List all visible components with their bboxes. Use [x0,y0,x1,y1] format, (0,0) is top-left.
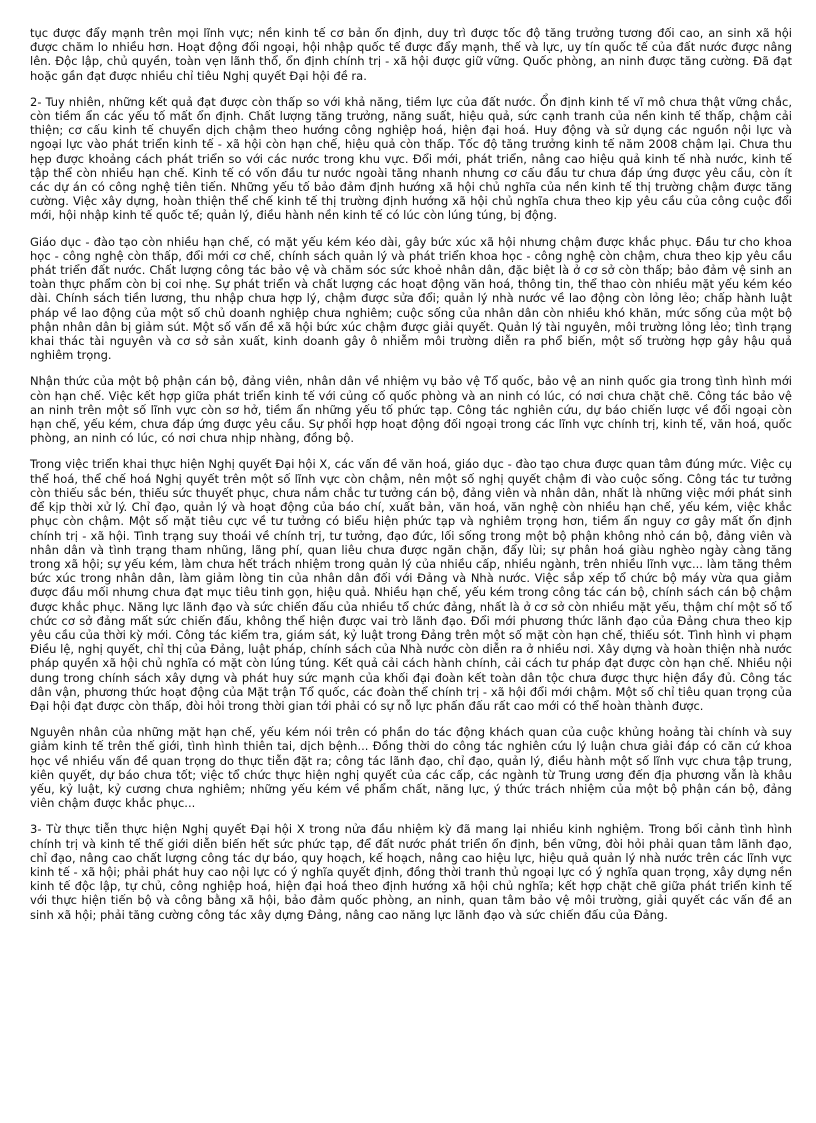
paragraph-intro-continuation: tục được đẩy mạnh trên mọi lĩnh vực; nền kinh tế cơ bản ổn định, duy trì được tốc độ tăng trưởng tương đối cao, an sinh xã hội được chăm lo nhiều hơn. Hoạt động đối ngoại, hội nhập quốc tế được đẩy mạnh, thế và lực, uy tín quốc tế của đất nước được nâng lên. Độc lập, chủ quyền, toàn vẹn lãnh thổ, ổn định chính trị - xã hội được giữ vững. Quốc phòng, an ninh được tăng cường. Đã đạt hoặc gần đạt được nhiều chỉ tiêu Nghị quyết Đại hội đề ra. [30,26,792,83]
paragraph-defense-security: Nhận thức của một bộ phận cán bộ, đảng viên, nhân dân về nhiệm vụ bảo vệ Tổ quốc, bảo vệ an ninh quốc gia trong tình hình mới còn hạn chế. Việc kết hợp giữa phát triển kinh tế với củng cố quốc phòng và an ninh có lúc, có nơi chưa chặt chẽ. Công tác bảo vệ an ninh trên một số lĩnh vực còn sơ hở, tiềm ẩn những yếu tố phức tạp. Công tác nghiên cứu, dự báo chiến lược về đối ngoại còn hạn chế, yếu kém, chưa đáp ứng được yêu cầu. Sự phối hợp hoạt động đối ngoại trong các lĩnh vực chính trị, kinh tế, văn hoá, quốc phòng, an ninh có lúc, có nơi chưa nhịp nhàng, đồng bộ. [30,374,792,446]
paragraph-section-3-lessons: 3- Từ thực tiễn thực hiện Nghị quyết Đại hội X trong nửa đầu nhiệm kỳ đã mang lại nhiều kinh nghiệm. Trong bối cảnh tình hình chính trị và kinh tế thế giới diễn biến hết sức phức tạp, để đất nước phát triển ổn định, bền vững, đòi hỏi phải quan tâm lãnh đạo, chỉ đạo, nâng cao chất lượng công tác dự báo, quy hoạch, kế hoạch, nâng cao hiệu lực, hiệu quả quản lý nhà nước trên các lĩnh vực kinh tế - xã hội; phải phát huy cao nội lực có ý nghĩa quyết định, đồng thời tranh thủ ngoại lực có ý nghĩa quan trọng, xây dựng nền kinh tế độc lập, tự chủ, công nghiệp hoá, hiện đại hoá theo định hướng xã hội chủ nghĩa; kết hợp chặt chẽ giữa phát triển kinh tế với thực hiện tiến bộ và công bằng xã hội, bảo đảm quốc phòng, an ninh, quan tâm bảo vệ môi trường, giải quyết các vấn đề an sinh xã hội; phải tăng cường công tác xây dựng Đảng, nâng cao năng lực lãnh đạo và sức chiến đấu của Đảng. [30,822,792,922]
paragraph-section-2-limitations: 2- Tuy nhiên, những kết quả đạt được còn thấp so với khả năng, tiềm lực của đất nước. Ổn định kinh tế vĩ mô chưa thật vững chắc, còn tiềm ẩn các yếu tố mất ổn định. Chất lượng tăng trưởng, năng suất, hiệu quả, sức cạnh tranh của nền kinh tế thấp, chậm cải thiện; cơ cấu kinh tế chuyển dịch chậm theo hướng công nghiệp hoá, hiện đại hoá. Huy động và sử dụng các nguồn nội lực và ngoại lực vào phát triển kinh tế - xã hội còn hạn chế, hiệu quả còn thấp. Tốc độ tăng trưởng kinh tế năm 2008 chậm lại. Chưa thu hẹp được khoảng cách phát triển so với các nước trong khu vực. Đổi mới, phát triển, nâng cao hiệu quả kinh tế nhà nước, kinh tế tập thể còn nhiều hạn chế. Kinh tế có vốn đầu tư nước ngoài tăng nhanh nhưng cơ cấu đầu tư chưa đáp ứng được yêu cầu, còn ít các dự án có công nghệ tiên tiến. Những yếu tố bảo đảm định hướng xã hội chủ nghĩa của nền kinh tế thị trường chậm được tăng cường. Việc xây dựng, hoàn thiện thể chế kinh tế thị trường định hướng xã hội chủ nghĩa chưa theo kịp yêu cầu của công cuộc đổi mới, hội nhập kinh tế quốc tế; quản lý, điều hành nền kinh tế có lúc còn lúng túng, bị động. [30,94,792,223]
paragraph-causes: Nguyên nhân của những mặt hạn chế, yếu kém nói trên có phần do tác động khách quan của cuộc khủng hoảng tài chính và suy giảm kinh tế trên thế giới, tình hình thiên tai, dịch bệnh... Đồng thời do công tác nghiên cứu lý luận chưa giải đáp có căn cứ khoa học về nhiều vấn đề quan trọng do thực tiễn đặt ra; công tác lãnh đạo, chỉ đạo, quản lý, điều hành một số lĩnh vực chưa tập trung, kiên quyết, dự báo chưa tốt; việc tổ chức thực hiện nghị quyết của các cấp, các ngành từ Trung ương đến địa phương vẫn là khâu yếu, kỷ luật, kỷ cương chưa nghiêm; những yếu kém về phẩm chất, năng lực, ý thức trách nhiệm của một bộ phận cán bộ, đảng viên chậm được khắc phục... [30,725,792,811]
paragraph-education-health: Giáo dục - đào tạo còn nhiều hạn chế, có mặt yếu kém kéo dài, gây bức xúc xã hội nhưng chậm được khắc phục. Đầu tư cho khoa học - công nghệ còn thấp, đổi mới cơ chế, chính sách quản lý và phát triển khoa học - công nghệ còn chậm, chưa theo kịp yêu cầu phát triển đất nước. Chất lượng công tác bảo vệ và chăm sóc sức khoẻ nhân dân, đặc biệt là ở cơ sở còn thấp; bảo đảm vệ sinh an toàn thực phẩm còn bị coi nhẹ. Sự phát triển và chất lượng các hoạt động văn hoá, thông tin, thể thao còn nhiều mặt yếu kém kéo dài. Chính sách tiền lương, thu nhập chưa hợp lý, chậm được sửa đổi; quản lý nhà nước về lao động còn lỏng lẻo; chấp hành luật pháp về lao động của một số chủ doanh nghiệp chưa nghiêm; cuộc sống của nhân dân còn nhiều khó khăn, mức sống của một bộ phận nhân dân bị giảm sút. Một số vấn đề xã hội bức xúc chậm được giải quyết. Quản lý tài nguyên, môi trường lỏng lẻo; tình trạng khai thác tài nguyên và cơ sở sản xuất, kinh doanh gây ô nhiễm môi trường diễn ra phổ biến, một số trường hợp gây hậu quả nghiêm trọng. [30,234,792,363]
document-page [30,26,792,934]
paragraph-implementation: Trong việc triển khai thực hiện Nghị quyết Đại hội X, các vấn đề văn hoá, giáo dục - đào tạo chưa được quan tâm đúng mức. Việc cụ thể hoá, thể chế hoá Nghị quyết trên một số lĩnh vực còn chậm, nên một số nghị quyết chậm đi vào cuộc sống. Công tác tư tưởng còn thiếu sắc bén, thiếu sức thuyết phục, chưa nắm chắc tư tưởng cán bộ, đảng viên và nhân dân, nhất là những việc mới phát sinh để kịp thời xử lý. Chỉ đạo, quản lý và hoạt động của báo chí, xuất bản, văn hoá, văn nghệ còn nhiều hạn chế, yếu kém, việc khắc phục còn chậm. Một số mặt tiêu cực về tư tưởng có biểu hiện phức tạp và nghiêm trọng hơn, tiềm ẩn nguy cơ gây mất ổn định chính trị - xã hội. Tình trạng suy thoái về chính trị, tư tưởng, đạo đức, lối sống trong một bộ phận không nhỏ cán bộ, đảng viên và nhân dân và tình trạng tham nhũng, lãng phí, quan liêu chưa được ngăn chặn, đẩy lùi; sự phân hoá giàu nghèo ngày càng tăng trong xã hội; sự yếu kém, làm chưa hết trách nhiệm trong quản lý của nhiều cấp, nhiều ngành, trên nhiều lĩnh vực... làm tăng thêm bức xúc trong nhân dân, làm giảm lòng tin của nhân dân đối với Đảng và Nhà nước. Việc sắp xếp tổ chức bộ máy vừa qua giảm được đầu mối nhưng chưa đạt mục tiêu tinh gọn, hiệu quả. Nhiều hạn chế, yếu kém trong công tác cán bộ, chính sách cán bộ chậm được khắc phục. Năng lực lãnh đạo và sức chiến đấu của nhiều tổ chức đảng, nhất là ở cơ sở còn nhiều mặt yếu, thậm chí một số tổ chức cơ sở đảng mất sức chiến đấu, không thể hiện được vai trò lãnh đạo. Đổi mới phương thức lãnh đạo của Đảng chưa theo kịp yêu cầu của thời kỳ mới. Công tác kiểm tra, giám sát, kỷ luật trong Đảng trên một số mặt còn hạn chế, thiếu sót. Tình hình vi phạm Điều lệ, nghị quyết, chỉ thị của Đảng, luật pháp, chính sách của Nhà nước còn diễn ra ở nhiều nơi. Xây dựng và hoàn thiện nhà nước pháp quyền xã hội chủ nghĩa có mặt còn lúng túng. Kết quả cải cách hành chính, cải cách tư pháp đạt được còn hạn chế. Nhiều nội dung trong chính sách xây dựng và phát huy sức mạnh của khối đại đoàn kết toàn dân tộc chưa được thực hiện đầy đủ. Công tác dân vận, phương thức hoạt động của Mặt trận Tổ quốc, các đoàn thể chính trị - xã hội đổi mới chậm. Một số chỉ tiêu quan trọng của Đại hội đạt được còn thấp, đòi hỏi trong thời gian tới phải có sự nỗ lực phấn đấu rất cao mới có thể hoàn thành được. [30,457,792,713]
